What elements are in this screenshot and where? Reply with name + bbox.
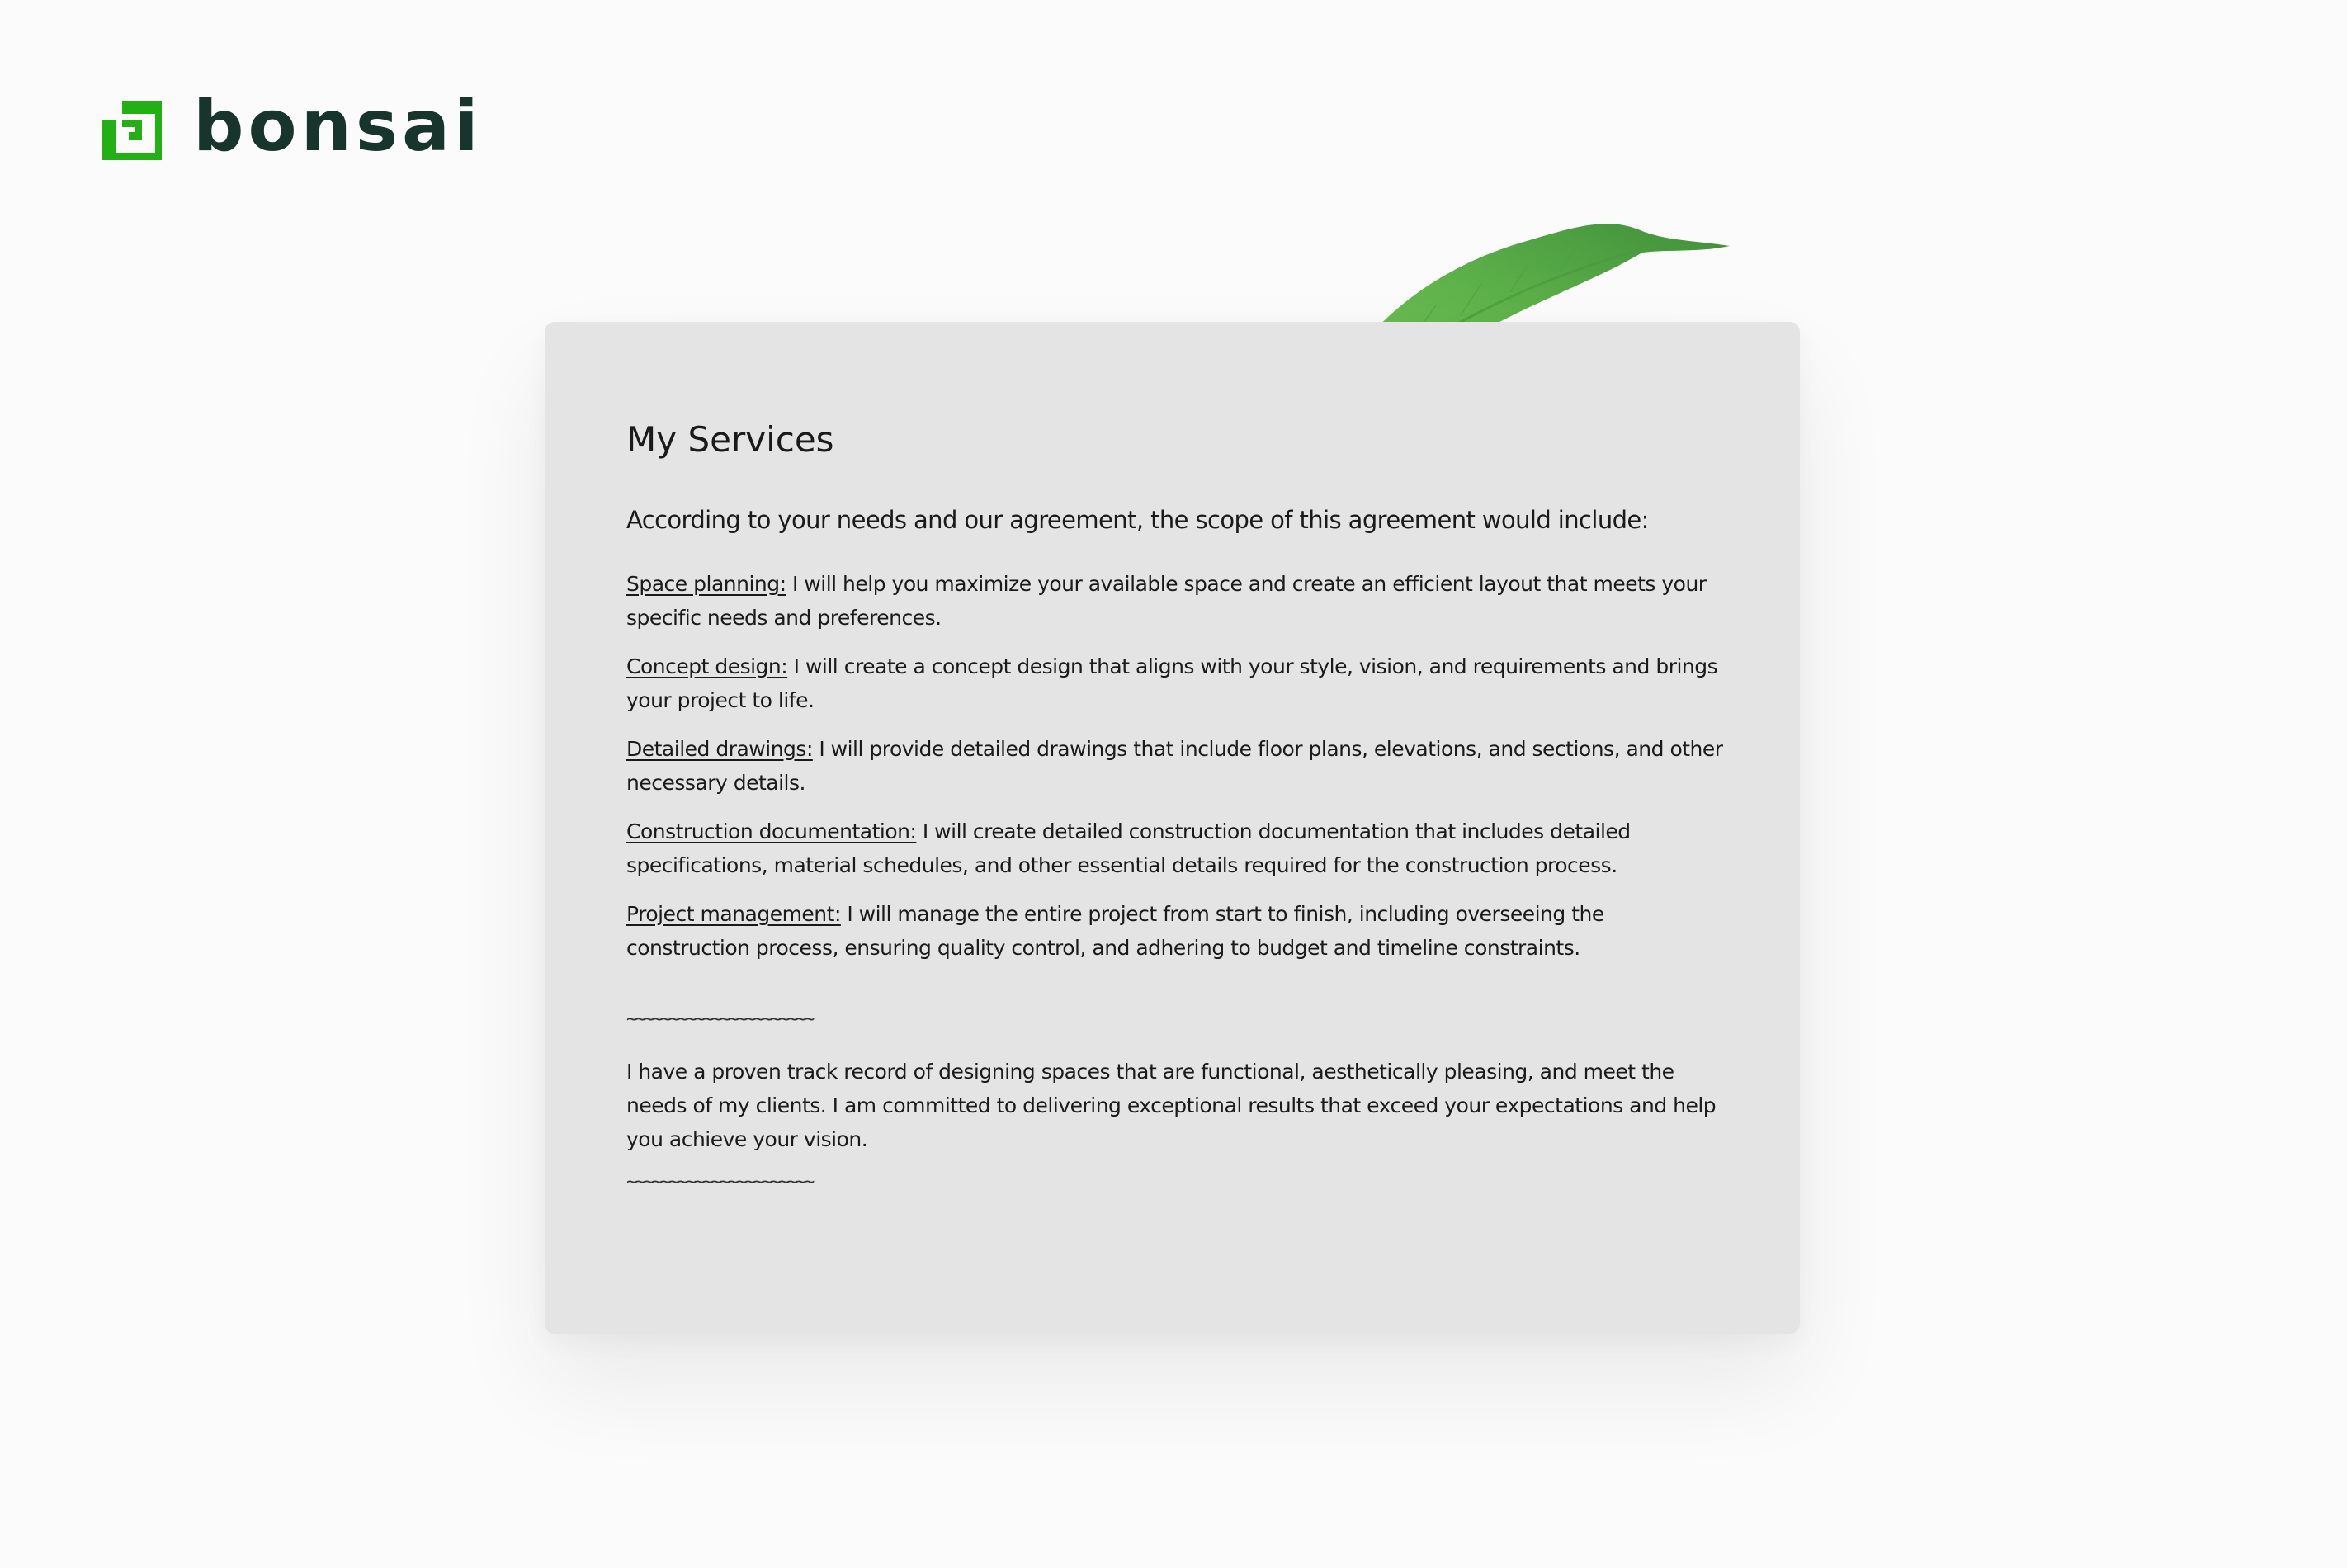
section-title[interactable]: My Services <box>626 419 834 460</box>
service-name: Concept design: <box>626 654 788 678</box>
service-name: Project management: <box>626 901 841 926</box>
service-name: Detailed drawings: <box>626 736 813 761</box>
service-name: Construction documentation: <box>626 819 917 843</box>
service-description: I will create a concept design that aligns with your style, vision, and requirements and brings your project to life. <box>626 654 1718 712</box>
services-content <box>626 419 1732 1193</box>
bonsai-logo-icon <box>97 96 167 165</box>
service-item[interactable] <box>626 815 1732 882</box>
services-card <box>545 322 1800 1334</box>
service-item[interactable] <box>626 732 1732 800</box>
service-description: I will help you maximize your available space and create an efficient layout that meets your specific needs and preferences. <box>626 571 1707 630</box>
service-name: Space planning: <box>626 571 786 596</box>
wavy-divider: ~~~~~~~~~~~~~~~~~~~~~~ <box>626 1008 813 1030</box>
brand-logo[interactable] <box>97 85 483 168</box>
intro-text[interactable]: According to your needs and our agreement, the scope of this agreement would include: <box>626 506 1649 535</box>
service-item[interactable] <box>626 897 1732 965</box>
wavy-divider: ~~~~~~~~~~~~~~~~~~~~~~ <box>626 1171 813 1193</box>
service-description: I will provide detailed drawings that include floor plans, elevations, and sections, and other necessary details. <box>626 736 1723 795</box>
service-item[interactable] <box>626 649 1732 717</box>
closing-text[interactable]: I have a proven track record of designing spaces that are functional, aesthetically pleasing, and meet the needs of my clients. I am committed to delivering exceptional results that exceed your expectations and help you achieve your vision. <box>626 1059 1717 1151</box>
services-list <box>626 567 1732 965</box>
service-description: I will manage the entire project from start to finish, including overseeing the construction process, ensuring quality control, and adhering to budget and timeline constraints. <box>626 901 1604 960</box>
service-item[interactable] <box>626 567 1732 635</box>
service-description: I will create detailed construction documentation that includes detailed specifications, material schedules, and other essential details required for the construction process. <box>626 819 1631 877</box>
brand-name: bonsai <box>193 85 483 168</box>
